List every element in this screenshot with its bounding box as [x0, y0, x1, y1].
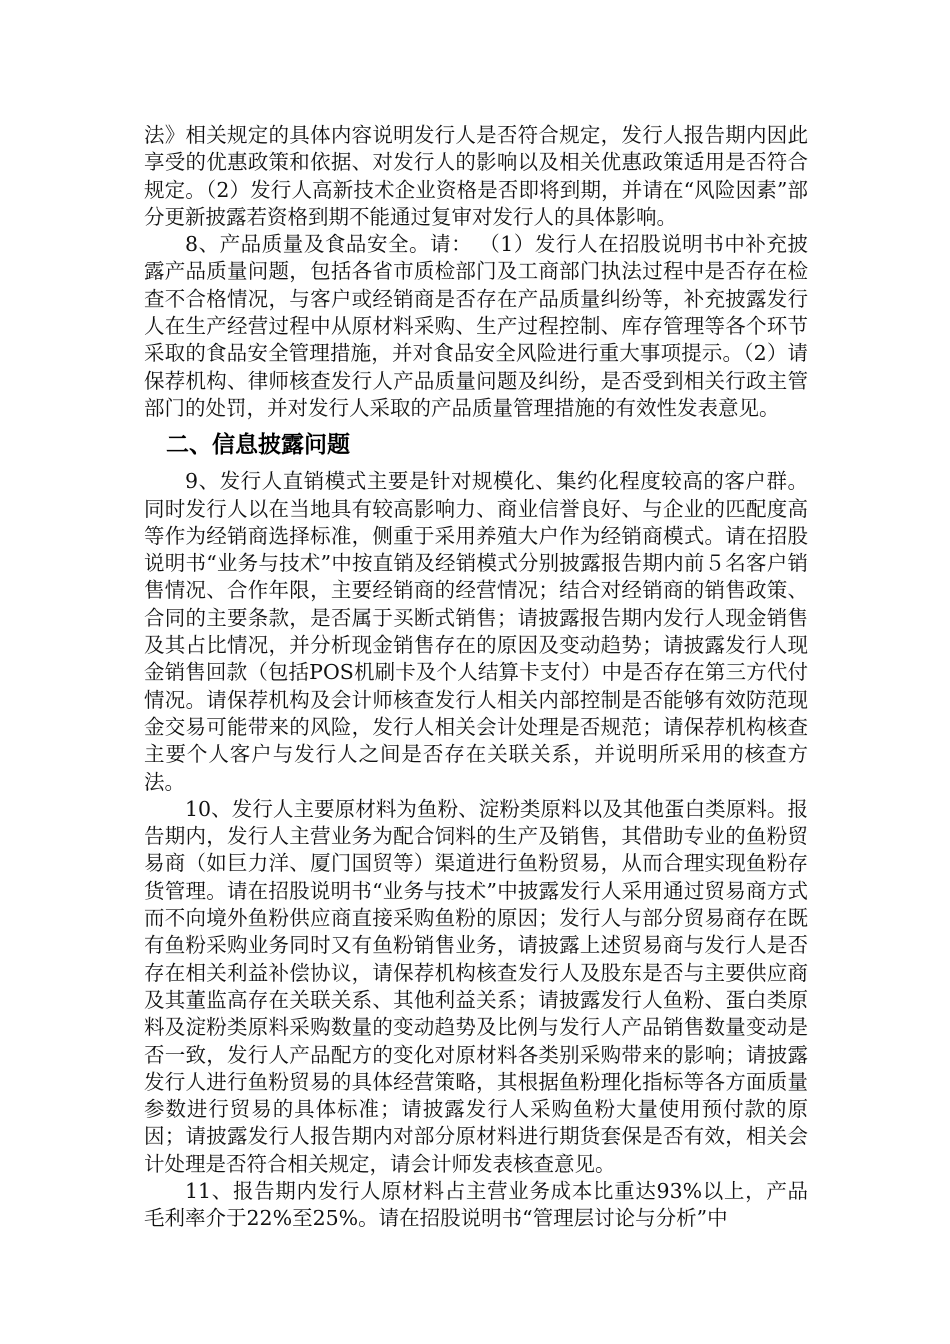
paragraph-continuation: 法》相关规定的具体内容说明发行人是否符合规定，发行人报告期内因此享受的优惠政策和依据、对发行人的影响以及相关优惠政策适用是否符合规定。（2）发行人高新技术企业资格是否即将到期，并请在“风险因素”部分更新披露若资格到期不能通过复审对发行人的具体影响。	[144, 123, 808, 229]
paragraph-item-8: 8、产品质量及食品安全。请： （1）发行人在招股说明书中补充披露产品质量问题，包括各省市质检部门及工商部门执法过程中是否存在检查不合格情况，与客户或经销商是否存在产品质量纠纷等，补充披露发行人在生产经营过程中从原材料采购、生产过程控制、库存管理等各个环节采取的食品安全管理措施，并对食品安全风险进行重大事项提示。（2）请保荐机构、律师核查发行人产品质量问题及纠纷，是否受到相关行政主管部门的处罚，并对发行人采取的产品质量管理措施的有效性发表意见。	[144, 232, 808, 420]
section-heading: 二、信息披露问题	[166, 432, 350, 459]
paragraph-item-10: 10、发行人主要原材料为鱼粉、淀粉类原料以及其他蛋白类原料。报告期内，发行人主营业务为配合饲料的生产及销售，其借助专业的鱼粉贸易商（如巨力洋、厦门国贸等）渠道进行鱼粉贸易，从而合理实现鱼粉存货管理。请在招股说明书“业务与技术”中披露发行人采用通过贸易商方式而不向境外鱼粉供应商直接采购鱼粉的原因；发行人与部分贸易商存在既有鱼粉采购业务同时又有鱼粉销售业务，请披露上述贸易商与发行人是否存在相关利益补偿协议，请保荐机构核查发行人及股东是否与主要供应商及其董监高存在关联关系、其他利益关系；请披露发行人鱼粉、蛋白类原料及淀粉类原料采购数量的变动趋势及比例与发行人产品销售数量变动是否一致，发行人产品配方的变化对原材料各类别采购带来的影响；请披露发行人进行鱼粉贸易的具体经营策略，其根据鱼粉理化指标等各方面质量参数进行贸易的具体标准；请披露发行人采购鱼粉大量使用预付款的原因；请披露发行人报告期内对部分原材料进行期货套保是否有效，相关会计处理是否符合相关规定，请会计师发表核查意见。	[144, 796, 808, 1176]
paragraph-item-9: 9、发行人直销模式主要是针对规模化、集约化程度较高的客户群。同时发行人以在当地具有较高影响力、商业信誉良好、与企业的匹配度高等作为经销商选择标准，侧重于采用养殖大户作为经销商模式。请在招股说明书“业务与技术”中按直销及经销模式分别披露报告期内前５名客户销售情况、合作年限，主要经销商的经营情况；结合对经销商的销售政策、合同的主要条款，是否属于买断式销售；请披露报告期内发行人现金销售及其占比情况，并分析现金销售存在的原因及变动趋势；请披露发行人现金销售回款（包括POS机刷卡及个人结算卡支付）中是否存在第三方代付情况。请保荐机构及会计师核查发行人相关内部控制是否能够有效防范现金交易可能带来的风险，发行人相关会计处理是否规范；请保荐机构核查主要个人客户与发行人之间是否存在关联关系，并说明所采用的核查方法。	[144, 469, 808, 794]
paragraph-item-11: 11、报告期内发行人原材料占主营业务成本比重达93%以上，产品毛利率介于22%至25%。请在招股说明书“管理层讨论与分析”中	[144, 1178, 808, 1231]
document-page	[144, 122, 808, 1233]
